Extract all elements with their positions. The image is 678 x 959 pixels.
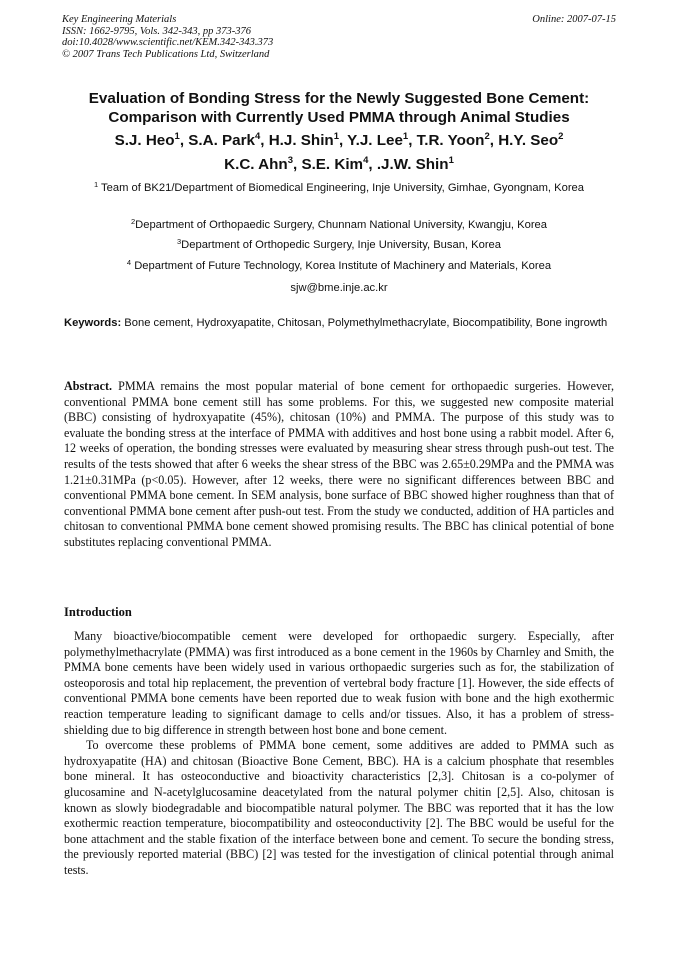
title-line-1: Evaluation of Bonding Stress for the Newly Suggested Bone Cement: — [88, 90, 590, 107]
abstract-label: Abstract. — [64, 379, 113, 393]
affiliation-2: $^2$Department of Orthopaedic Surgery, Chunnam National University, Kwangju, Korea — [130, 217, 548, 231]
intro-paragraph-2: To overcome these problems of PMMA bone cement, some additives are added to PMMA such as hydroxyapatite (HA) and chitosan (Bioactive Bone Cement, BBC). HA is a calcium phosphate that resembles bone mineral. It has osteoconductive and bioactivity characteristics [2,3]. Chitosan is a co-polymer of glucosamine and N-acetylglucosamine deacetylated from the natural polymer chitin [2,5]. Also, chitosan is known as slowly biodegradable and biocompatible natural polymer. The BBC was reported that it has the low exothermic reaction temperature, biocompatibility and osteoconductivity [2]. The BBC would be useful for the bone attachment and the stable fixation of the interface between bone and cement. To secure the bonding stress, the previously reported material (BBC) [2] was tested for the investigation of clinical potential through animal tests. — [64, 738, 614, 877]
author: S.J. Heo$^1$, — [114, 131, 189, 149]
author: S.A. Park$^4$, — [188, 131, 269, 149]
affiliation-4: $^4$ Department of Future Technology, Korea Institute of Machinery and Materials, Korea — [126, 258, 552, 272]
author: Y.J. Lee$^1$, — [347, 131, 417, 149]
contact-email: sjw@bme.inje.ac.kr — [290, 282, 388, 294]
journal-doi: doi:10.4028/www.scientific.net/KEM.342-343.373 — [62, 37, 274, 49]
author: J.W. Shin$^1$ — [381, 155, 454, 173]
affiliation-1: $^1$ Team of BK21/Department of Biomedical Engineering, Inje University, Gimhae, Gyongnam, Korea — [93, 180, 585, 194]
affiliation-3: $^3$Department of Orthopedic Surgery, Inje University, Busan, Korea — [177, 237, 501, 251]
introduction-heading: Introduction — [64, 605, 132, 619]
author-line-2 — [60, 153, 618, 177]
keywords-text: Bone cement, Hydroxyapatite, Chitosan, Polymethylmethacrylate, Biocompatibility, Bone ingrowth — [121, 317, 608, 329]
paper-title — [60, 89, 618, 127]
author-list — [60, 129, 618, 177]
abstract-text: PMMA remains the most popular material of bone cement for orthopaedic surgeries. However, conventional PMMA bone cement still has some problems. For this, we suggested new composite material (BBC) consisting of hydroxyapatite (45%), chitosan (10%) and PMMA. The purpose of this study was to evaluate the bonding stress at the interface of PMMA with additives and host bone using a rabbit model. After 6, 12 weeks of operation, the bonding stresses were evaluated by measuring shear stress through push-out test. The results of the tests showed that after 6 weeks the shear stress of the BBC was 2.65±0.29MPa and the PMMA was 1.21±0.31MPa (p<0.05). However, after 12 weeks, there were no significant differences between BBC and conventional PMMA bone cement. In SEM analysis, bone surface of BBC showed higher roughness than that of conventional PMMA bone cement after push-out test. From the study we conducted, addition of HA particles and chitosan to conventional PMMA bone cement showed promising results. The BBC has clinical potential of bone substitutes replacing conventional PMMA. — [64, 379, 614, 549]
author: S.E. Kim$^4$, . — [301, 155, 382, 173]
author: K.C. Ahn$^3$, — [224, 155, 302, 173]
journal-issn: ISSN: 1662-9795, Vols. 342-343, pp 373-376 — [62, 25, 251, 37]
author: T.R. Yoon$^2$, — [416, 131, 499, 149]
journal-header — [62, 14, 616, 60]
abstract — [64, 379, 614, 551]
journal-copyright: © 2007 Trans Tech Publications Ltd, Switzerland — [62, 48, 270, 60]
author-line-1 — [60, 129, 618, 153]
title-line-2: Comparison with Currently Used PMMA through Animal Studies — [108, 109, 570, 126]
intro-paragraph-1: Many bioactive/biocompatible cement were developed for orthopaedic surgery. Especially, after polymethylmethacrylate (PMMA) was first introduced as a bone cement in the 1960s by Charnley and Smith, the PMMA bone cements have been widely used in various orthopaedic surgeries such as for, the stabilization of osteoporosis and total hip replacement, the prevention of vertebral body fracture [1]. However, the side effects of conventional PMMA bone cements have been reported due to weak fusion with bone and the high exothermic reaction temperature leading to significant damage to cells and/or tissues. Also, it has a problem of stress-shielding due to big difference in strength between host bone and bone cement. — [64, 629, 614, 737]
author: H.Y. Seo$^2$ — [498, 131, 564, 149]
journal-name: Key Engineering Materials — [62, 14, 177, 25]
keywords — [64, 316, 614, 331]
online-date: Online: 2007-07-15 — [532, 14, 616, 25]
author: H.J. Shin$^1$, — [268, 131, 348, 149]
keywords-label: Keywords: — [64, 317, 122, 329]
introduction-body — [64, 629, 614, 879]
